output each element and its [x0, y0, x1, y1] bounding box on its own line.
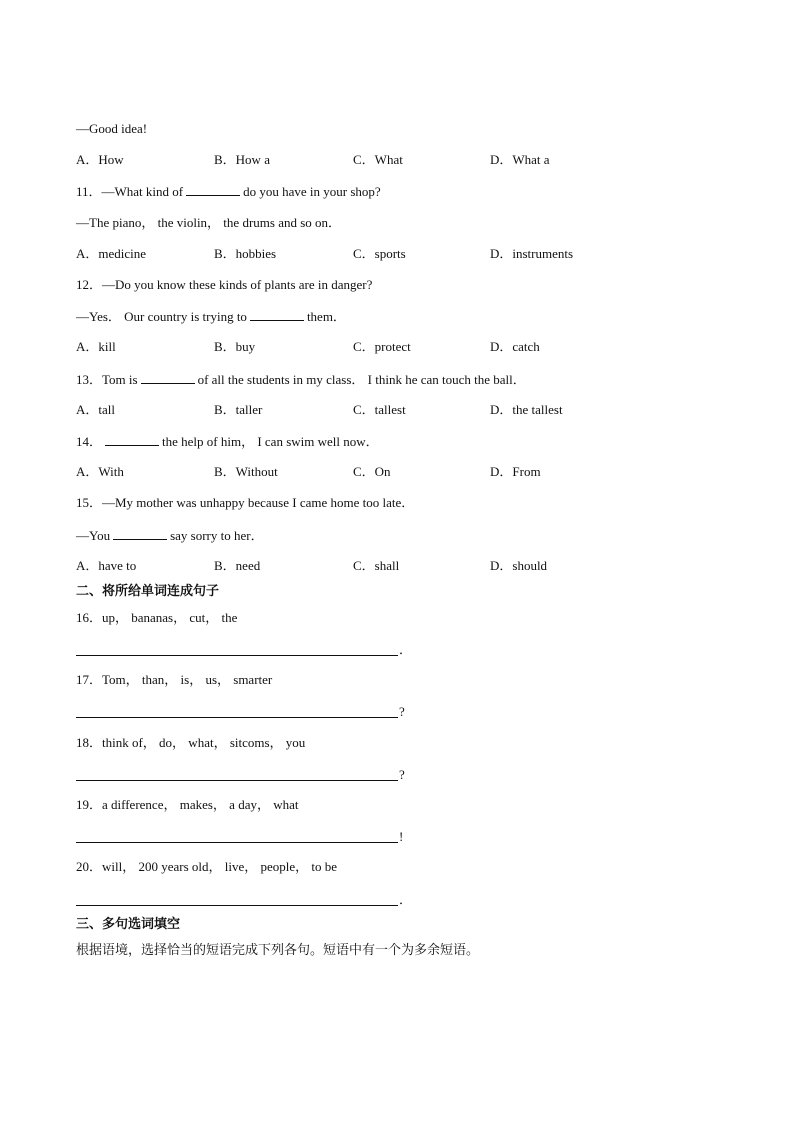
q14-options: [76, 464, 696, 480]
q18-words: 18．think of， do， what， sitcoms， you: [76, 735, 306, 750]
q12-reply-pre: —Yes． Our country is trying to: [76, 309, 247, 324]
option-d[interactable]: D．From: [490, 464, 541, 479]
q13-options: [76, 402, 696, 418]
option-b[interactable]: B．Without: [214, 464, 278, 479]
q15-reply-pre: —You: [76, 528, 111, 543]
q12-reply-post: them．: [306, 309, 346, 324]
option-b[interactable]: B．buy: [214, 339, 256, 354]
q15-reply-post: say sorry to her．: [170, 528, 264, 543]
q16-punctuation: ．: [399, 642, 413, 657]
q19-words: 19．a difference， makes， a day， what: [76, 797, 299, 812]
option-a[interactable]: A．medicine: [76, 246, 147, 261]
q16-words: 16．up， bananas， cut， the: [76, 610, 238, 625]
q14-stem: [76, 433, 379, 450]
q15-options: [76, 558, 696, 574]
q19-answer-line[interactable]: [76, 842, 398, 843]
option-a[interactable]: A．tall: [76, 402, 115, 417]
q12-options: [76, 339, 696, 355]
q11-stem: [76, 183, 381, 200]
q13-stem-pre: 13．Tom is: [76, 372, 138, 387]
option-b[interactable]: B．taller: [214, 402, 263, 417]
option-b[interactable]: B．need: [214, 558, 261, 573]
q12-stem: 12．—Do you know these kinds of plants are in danger?: [76, 277, 373, 292]
option-c[interactable]: C．protect: [353, 339, 411, 354]
q17-words: 17．Tom， than， is， us， smarter: [76, 672, 273, 687]
option-c[interactable]: C．What: [353, 152, 403, 167]
q20-words: 20．will， 200 years old， live， people， to be: [76, 859, 338, 874]
q14-stem-post: the help of him， I can swim well now．: [162, 434, 379, 449]
q13-stem-post: of all the students in my class． I think he can touch the ball．: [197, 372, 526, 387]
option-d[interactable]: D．should: [490, 558, 548, 573]
option-d[interactable]: D．What a: [490, 152, 550, 167]
answer-blank[interactable]: [250, 308, 304, 321]
section-two-heading: 二、将所给单词连成句子: [76, 584, 220, 599]
option-c[interactable]: C．tallest: [353, 402, 406, 417]
q17-answer-line[interactable]: [76, 717, 398, 718]
option-a[interactable]: A．have to: [76, 558, 137, 573]
option-c[interactable]: C．On: [353, 464, 391, 479]
q11-options: [76, 246, 696, 262]
q16-answer-line[interactable]: [76, 655, 398, 656]
answer-blank[interactable]: [113, 527, 167, 540]
option-a[interactable]: A．kill: [76, 339, 116, 354]
q11-stem-post: do you have in your shop?: [243, 184, 381, 199]
answer-blank[interactable]: [186, 183, 240, 196]
q18-answer-line[interactable]: [76, 780, 398, 781]
q13-stem: [76, 371, 526, 388]
answer-blank[interactable]: [141, 371, 195, 384]
q11-reply: —The piano， the violin， the drums and so on．: [76, 215, 342, 230]
section-three-heading: 三、多句选词填空: [76, 917, 181, 932]
answer-blank[interactable]: [105, 433, 159, 446]
option-c[interactable]: C．shall: [353, 558, 400, 573]
q15-reply: [76, 527, 264, 544]
section-three-instruction: 根据语境，选择恰当的短语完成下列各句。短语中有一个为多余短语。: [76, 943, 480, 958]
option-a[interactable]: A．How: [76, 152, 124, 167]
option-b[interactable]: B．How a: [214, 152, 270, 167]
option-b[interactable]: B．hobbies: [214, 246, 277, 261]
q18-punctuation: ?: [399, 767, 405, 782]
q19-punctuation: !: [399, 829, 404, 844]
option-d[interactable]: D．catch: [490, 339, 540, 354]
option-d[interactable]: D．the tallest: [490, 402, 563, 417]
option-d[interactable]: D．instruments: [490, 246, 574, 261]
q10-options: [76, 152, 696, 168]
option-c[interactable]: C．sports: [353, 246, 406, 261]
q11-stem-pre: 11．—What kind of: [76, 184, 184, 199]
q20-punctuation: ．: [399, 892, 413, 907]
q17-punctuation: ?: [399, 704, 405, 719]
q12-reply: [76, 308, 346, 325]
q14-stem-pre: 14．: [76, 434, 103, 449]
q20-answer-line[interactable]: [76, 905, 398, 906]
q10-reply: —Good idea!: [76, 121, 148, 136]
option-a[interactable]: A．With: [76, 464, 124, 479]
q15-stem: 15．—My mother was unhappy because I came home too late．: [76, 495, 415, 510]
